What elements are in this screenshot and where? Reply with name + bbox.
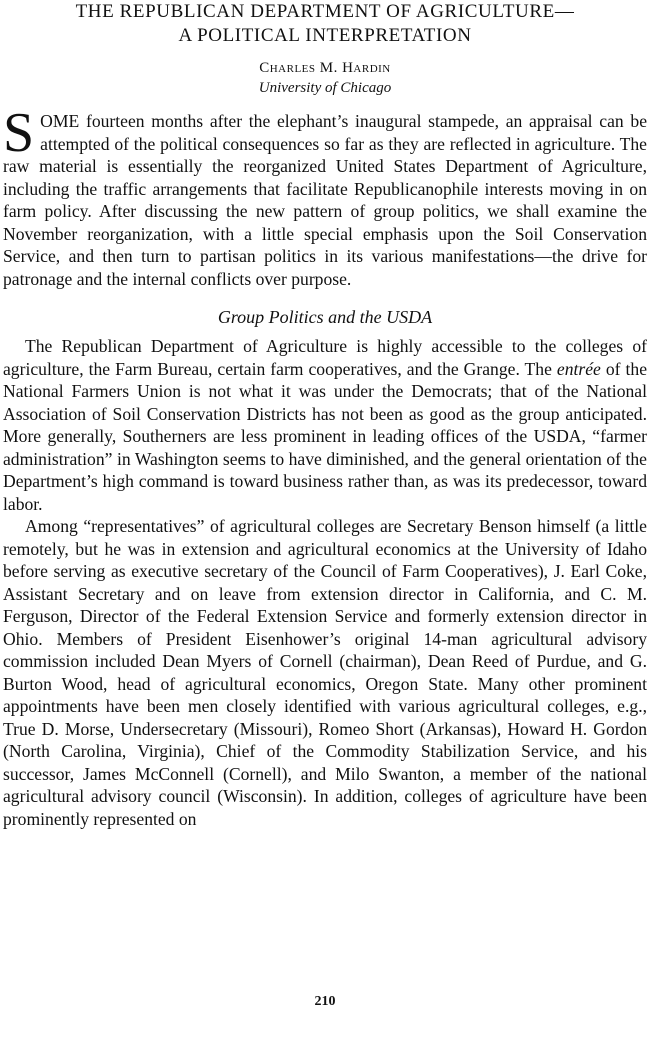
author-name: Charles M. Hardin [259, 60, 391, 76]
para1-text-end: of the National Farmers Union is not what it was under the Democrats; that of the National Association of Soil Conservation Districts has not been as good as the group anticipated. More generally, Southerners are less prominent in leading offices of the USDA, “farmer administration” in Washington seems to have diminished, and the general orientation of the Department’s high command is toward business rather than, as was its predecessor, toward labor. [3, 358, 648, 514]
section-heading: Group Politics and the USDA [217, 307, 433, 327]
body-paragraph-1 [3, 335, 647, 515]
intro-text: OME fourteen months after the elephant’s inaugural stampede, an appraisal can be attempted of the political consequences so far as they are reflected in agriculture. The raw material is essentially the reorganized United States Department of Agriculture, including the traffic arrangements that facilitate Republicanophile interests moving in on farm policy. After discussing the new pattern of group politics, we shall examine the November reorganization, with a little special emphasis upon the Soil Conservation Service, and then turn to partisan politics in its various manifestations—the drive for patronage and the internal conflicts over purpose. [3, 111, 647, 289]
drop-cap: S [3, 102, 35, 164]
page-number: 210 [314, 994, 336, 1009]
intro-paragraph [3, 102, 647, 290]
body-paragraph-2: Among “representatives” of agricultural colleges are Secretary Benson himself (a little remotely, but he was in extension and agricultural economics at the University of Idaho before serving as executive secretary of the Council of Farm Cooperatives), J. Earl Coke, Assistant Secretary and on leave from extension director in California, and C. M. Ferguson, Director of the Federal Extension Service and formerly extension director in Ohio. Members of President Eisenhower’s original 14-man agricultural advisory commission included Dean Myers of Cornell (chairman), Dean Reed of Purdue, and G. Burton Wood, head of agricultural economics, Oregon State. Many other prominent appointments have been men closely identified with various agricultural colleges, e.g., True D. Morse, Undersecretary (Missouri), Romeo Short (Arkansas), Howard H. Gordon (North Carolina, Virginia), Chief of the Commodity Stabilization Service, and his successor, James McConnell (Cornell), and Milo Swanton, a member of the national agricultural advisory council (Wisconsin). In addition, colleges of agriculture have been prominently represented on [3, 516, 647, 829]
article-title [3, 0, 647, 48]
para1-emphasis: entrée [556, 358, 601, 379]
title-line-2: A POLITICAL INTERPRETATION [178, 25, 472, 46]
para1-text-start: The Republican Department of Agriculture is highly accessible to the colleges of agriculture, the Farm Bureau, certain farm cooperatives, and the Grange. The [3, 336, 647, 379]
title-line-1: THE REPUBLICAN DEPARTMENT OF AGRICULTURE— [75, 1, 575, 22]
author-affiliation: University of Chicago [258, 80, 392, 96]
